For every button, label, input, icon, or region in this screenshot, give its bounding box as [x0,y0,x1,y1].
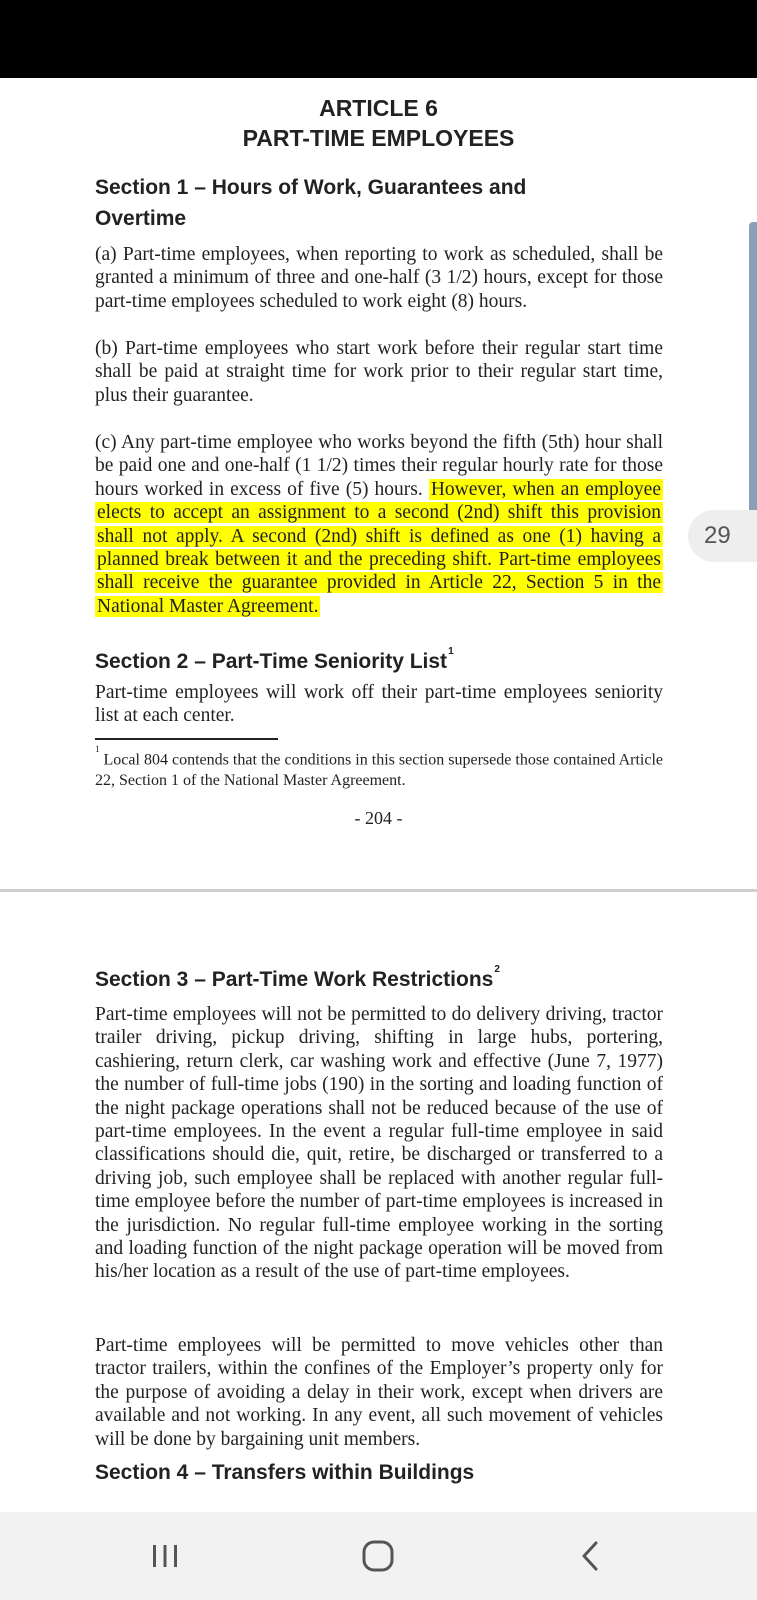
home-icon [360,1538,396,1574]
section-1-heading: Section 1 – Hours of Work, Guarantees and Overtime [95,176,527,230]
footnote-1: $^1$Local 804 contends that the conditions in this section supersede those contained Article 22, Section 1 of the National Master Agreement. [95,744,663,790]
paragraph-c [95,431,663,618]
section-2-heading: Section 2 – Part-Time Seniority List$^1$ [95,646,454,673]
section-3-paragraph-1: Part-time employees will not be permitted to do delivery driving, tractor trailer driving, pickup driving, shifting in large hubs, portering, cashiering, return clerk, car washing work and effective (June 7, 1977) the number of full-time jobs (190) in the sorting and loading function of the night package operations shall not be reduced because of the use of part-time employees. In the event a regular full-time employee in said classifications should die, quit, retire, be discharged or transferred to a driving job, such employee shall be replaced with another regular full-time employee before the number of part-time employees is increased in the jurisdiction. No regular full-time employee working in the sorting and loading function of the night package operation will be moved from his/her location as a result of the use of part-time employees. [95,1004,663,1283]
article-number: ARTICLE 6 [319,95,438,121]
footnote-ref-1: 1 [448,646,454,657]
paragraph-b: (b) Part-time employees who start work before their regular start time shall be paid at straight time for work prior to their regular start time, plus their guarantee. [95,338,663,406]
recent-apps-button[interactable] [120,1512,210,1600]
footnote-ref-2: 2 [494,964,500,975]
status-bar [0,0,757,78]
back-button[interactable] [546,1512,636,1600]
footnote-marker: 1 [95,744,100,754]
footnote-divider [95,738,278,740]
paragraph-c-text: (c) Any part-time employee who works beyond the fifth (5th) hour shall be paid one and one-half (1 1/2) times their regular hourly rate for those hours worked in excess of five (5) hours. [95,432,663,500]
navigation-bar [0,1512,757,1600]
document-page-205 [0,892,757,1512]
section-4-heading: Section 4 – Transfers within Buildings [95,1461,475,1484]
recent-apps-icon [148,1541,182,1571]
section-2-body: Part-time employees will work off their part-time employees seniority list at each center. [95,682,663,727]
scrollbar-handle[interactable] [749,222,757,537]
highlighted-text[interactable]: However, when an employee elects to accept an assignment to a second (2nd) shift this provision shall not apply. A second (2nd) shift is defined as one (1) having a planned break between it and the preceding shift. Part-time employees shall receive the guarantee provided in Article 22, Section 5 in the National Master Agreement. [97,478,661,617]
section-3-heading: Section 3 – Part-Time Work Restrictions$^2$ [95,964,500,991]
section-3-paragraph-2: Part-time employees will be permitted to move vehicles other than tractor trailers, within the confines of the Employer’s property only for the purpose of avoiding a delay in their work, except when drivers are available and not working. In any event, all such movement of vehicles will be done by bargaining unit members. [95,1335,663,1450]
document-page-204 [0,78,757,889]
back-icon [576,1539,606,1573]
page-indicator[interactable]: 29 [688,510,757,562]
article-title: PART-TIME EMPLOYEES [242,125,515,151]
page-number: - 204 - [354,808,403,828]
home-button[interactable] [333,1512,423,1600]
paragraph-a: (a) Part-time employees, when reporting to work as scheduled, shall be granted a minimum of three and one-half (3 1/2) hours, except for those part-time employees scheduled to work eight (8) hours. [95,244,663,312]
